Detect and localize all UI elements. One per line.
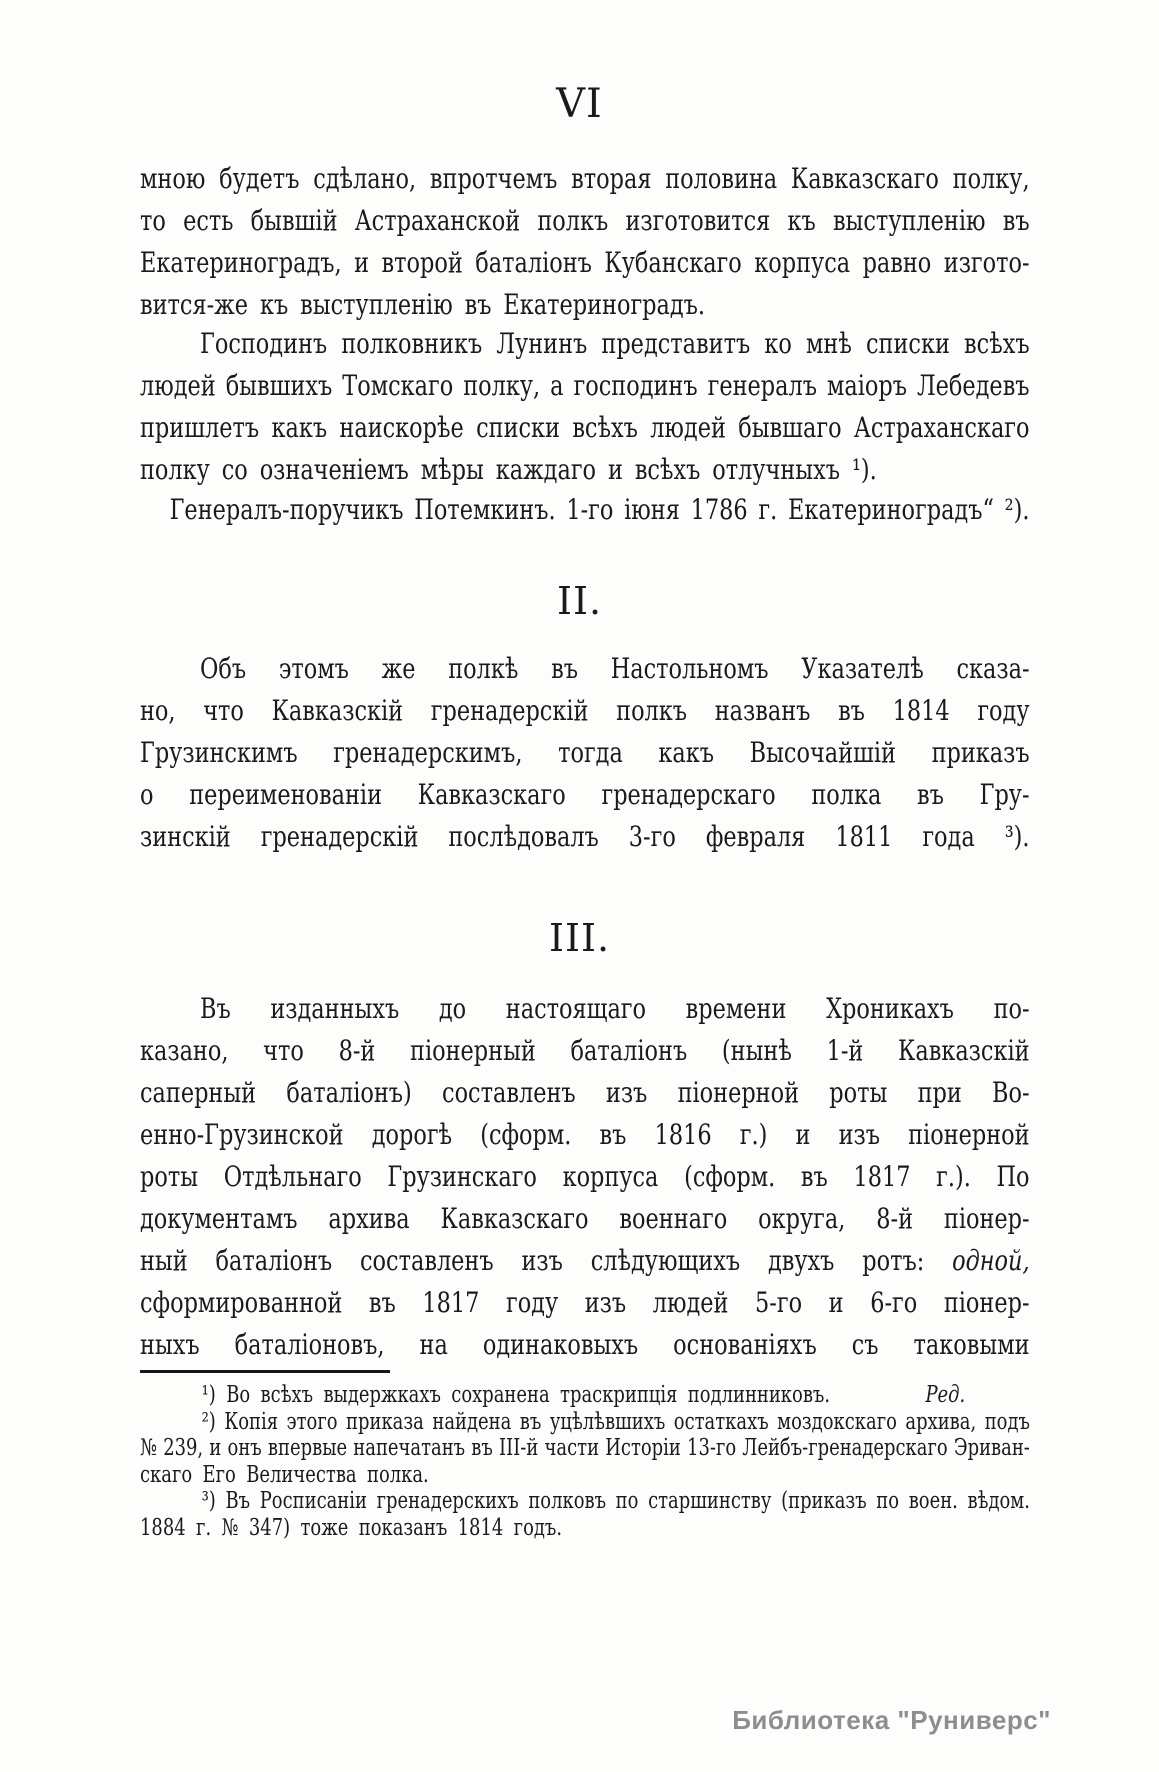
text-line: но, что Кавказскій гренадерскій полкъ названъ въ 1814 году [140,693,1030,727]
text-line: сформированной въ 1817 году изъ людей 5-го и 6-го піонер- [140,1285,1030,1319]
text-line: енно-Грузинской дорогѣ (сформ. въ 1816 г.) и изъ піонерной [140,1117,1030,1151]
text-line: ¹) Во всѣхъ выдержкахъ сохранена траскрипція подлинниковъ. Ред. [201,1382,966,1409]
text-line: № 239, и онъ впервые напечатанъ въ III-й части Исторіи 13-го Лейбъ-гренадерскаго Эриван- [140,1435,1030,1462]
text-line: Господинъ полковникъ Лунинъ представитъ ко мнѣ списки всѣхъ [200,326,1030,360]
text-line: о переименованіи Кавказскаго гренадерскаго полка въ Гру- [140,777,1030,811]
library-watermark: Библиотека "Руниверс" [732,1705,1051,1735]
text-line: ²) Копія этого приказа найдена въ уцѣлѣвшихъ остаткахъ моздокскаго архива, подъ [201,1408,1030,1435]
text-line: Объ этомъ же полкѣ въ Настольномъ Указателѣ сказа- [200,651,1030,685]
text-line: ныхъ баталіоновъ, на одинаковыхъ основаніяхъ съ таковыми [140,1327,1030,1361]
text-line: скаго Его Величества полка. [140,1461,429,1488]
page-number: VI [556,81,603,127]
text-line: то есть бывшій Астраханской полкъ изготовится къ выступленію въ [140,203,1030,237]
text-line: полку со означеніемъ мѣры каждаго и всѣхъ отлучныхъ ¹). [140,452,877,486]
section-heading-2: II. [556,579,603,623]
text-line: Генералъ-поручикъ Потемкинъ. 1-го іюня 1786 г. Екатериноградъ“ ²). [169,492,1030,526]
text-line: ³) Въ Росписаніи гренадерскихъ полковъ по старшинству (приказъ по воен. вѣдом. [201,1488,1030,1515]
text-line: роты Отдѣльнаго Грузинскаго корпуса (сформ. въ 1817 г.). По [140,1159,1030,1193]
text-line: Грузинскимъ гренадерскимъ, тогда какъ Высочайшій приказъ [140,735,1030,769]
text-line: Екатериноградъ, и второй баталіонъ Кубанскаго корпуса равно изгото- [140,245,1030,279]
text-line: вится-же къ выступленію въ Екатериноградъ. [140,287,706,321]
text-line: мною будетъ сдѣлано, впротчемъ вторая половина Кавказскаго полку, [140,161,1030,195]
text-line: казано, что 8-й піонерный баталіонъ (нынѣ 1-й Кавказскій [140,1033,1030,1067]
text-line: пришлетъ какъ наискорѣе списки всѣхъ людей бывшаго Астраханскаго [140,410,1030,444]
footnotes [140,1382,1030,1541]
paragraph-3 [140,647,1030,857]
footnote-rule [140,1370,390,1373]
paragraph-signature [140,488,1030,530]
paragraph-1 [140,157,1030,325]
text-line: саперный баталіонъ) составленъ изъ піонерной роты при Во- [140,1075,1030,1109]
text-line: документамъ архива Кавказскаго военнаго округа, 8-й піонер- [140,1201,1030,1235]
section-heading-3: III. [548,916,611,960]
text-line: зинскій гренадерскій послѣдовалъ 3-го февраля 1811 года ³). [140,819,1030,853]
text-line: Въ изданныхъ до настоящаго времени Хроникахъ по- [200,991,1030,1025]
text-line: ный баталіонъ составленъ изъ слѣдующихъ двухъ ротъ: одной, [140,1243,1030,1277]
text-line: людей бывшихъ Томскаго полку, а господинъ генералъ маіоръ Лебедевъ [140,368,1030,402]
paragraph-4 [140,987,1030,1365]
text-line: 1884 г. № 347) тоже показанъ 1814 годъ. [140,1514,563,1541]
paragraph-2 [140,322,1030,490]
